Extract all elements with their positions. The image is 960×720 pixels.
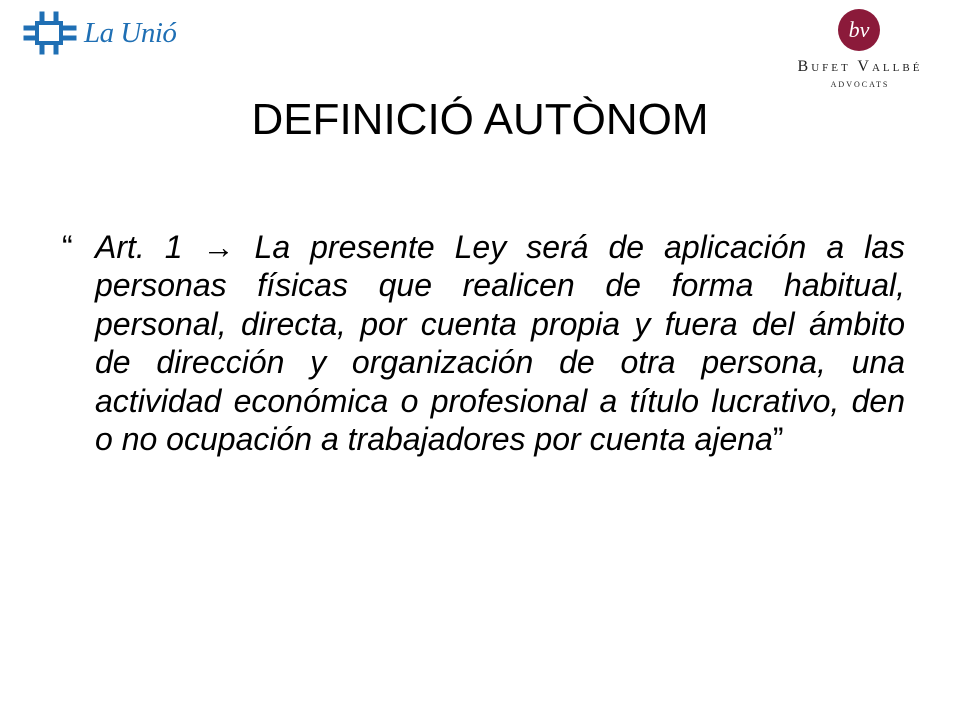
bufet-vallbe-logo: [775, 8, 945, 96]
bv-monogram-icon: [837, 8, 881, 52]
la-unio-logo-text: La Unió: [84, 16, 177, 49]
article-quote: [62, 228, 905, 458]
arrow-right-icon: →: [202, 229, 235, 265]
bufet-vallbe-name: Bufet Vallbé: [797, 58, 923, 75]
slide-title: DEFINICIÓ AUTÒNOM: [251, 95, 709, 144]
la-unio-logo: [22, 10, 176, 56]
article-label: Art. 1: [95, 229, 203, 265]
bufet-vallbe-subtitle: ADVOCATS: [830, 80, 890, 89]
cross-grid-icon: [22, 10, 78, 56]
open-quote: “: [62, 229, 73, 265]
close-quote: ”: [772, 421, 784, 458]
article-text: La presente Ley será de aplicación a las personas físicas que realicen de forma habitual, personal, directa, por cuenta propia y fuera del ámbito de dirección y organización de otra persona, una actividad económica o profesional a título lucrativo, den o no ocupación a trabajadores por cuenta ajena: [95, 229, 905, 458]
svg-text:bv: bv: [848, 17, 870, 42]
